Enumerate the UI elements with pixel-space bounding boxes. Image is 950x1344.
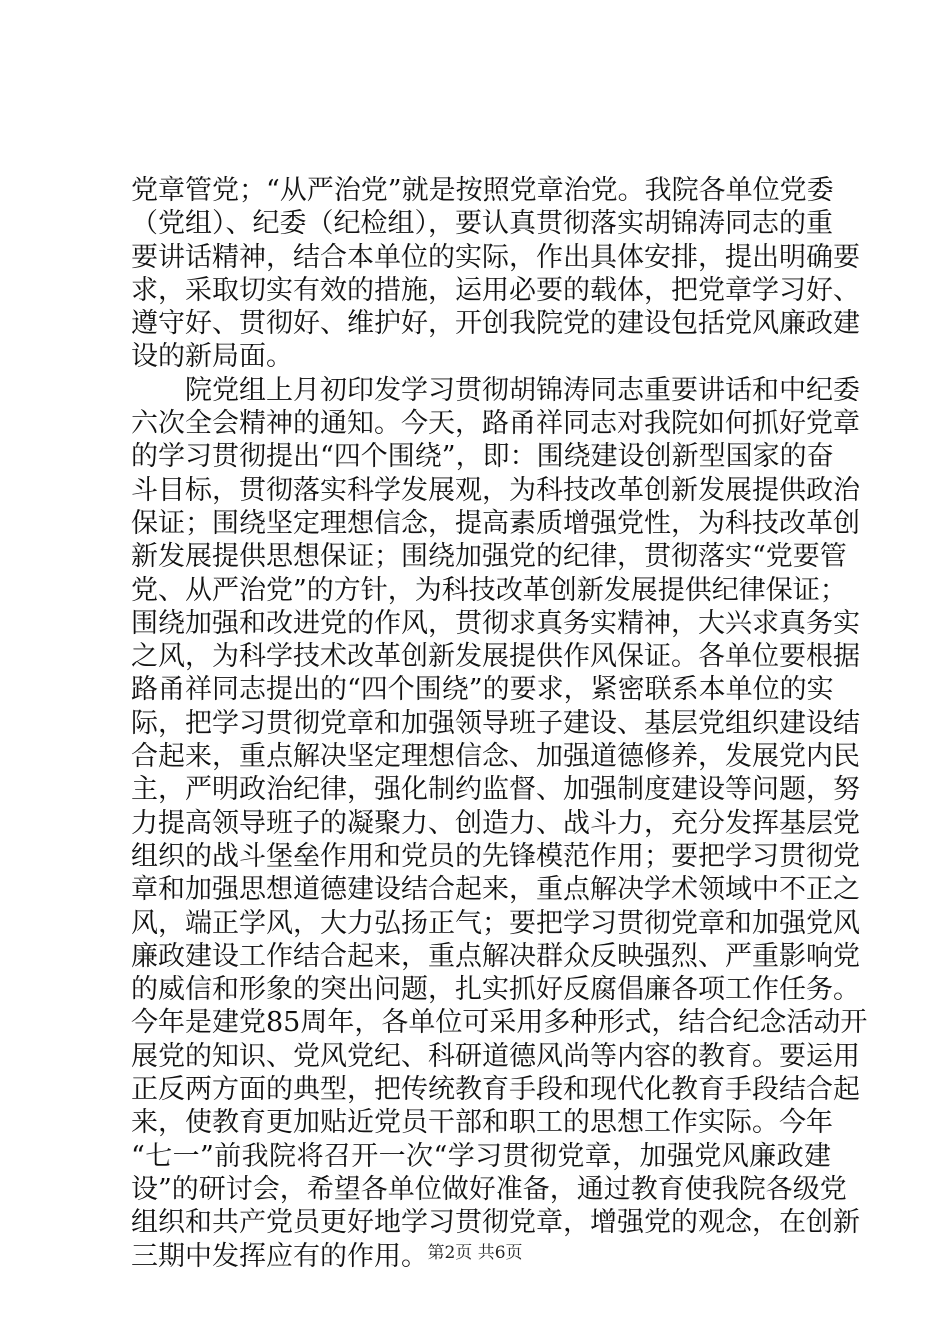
- text-line: 风，端正学风，大力弘扬正气；要把学习贯彻党章和加强党风: [131, 907, 860, 939]
- text-line: 设的新局面。: [131, 341, 293, 373]
- text-line: 三期中发挥应有的作用。: [131, 1240, 428, 1272]
- text-line: 今年是建党85周年，各单位可采用多种形式，结合纪念活动开: [131, 1007, 868, 1039]
- text-line: 际，把学习贯彻党章和加强领导班子建设、基层党组织建设结: [131, 707, 860, 739]
- text-line: 章和加强思想道德建设结合起来，重点解决学术领域中不正之: [131, 874, 860, 906]
- page-footer: 第2页 共6页: [427, 1243, 523, 1263]
- text-line: 保证；围绕坚定理想信念，提高素质增强党性，为科技改革创: [131, 507, 860, 539]
- text-line: 新发展提供思想保证；围绕加强党的纪律，贯彻落实“党要管: [131, 541, 847, 573]
- text-line: 主，严明政治纪律，强化制约监督、加强制度建设等问题，努: [131, 774, 860, 806]
- text-line: 来，使教育更加贴近党员干部和职工的思想工作实际。今年: [131, 1107, 833, 1139]
- text-line: 合起来，重点解决坚定理想信念、加强道德修养，发展党内民: [131, 741, 860, 773]
- text-line: （党组）、纪委（纪检组），要认真贯彻落实胡锦涛同志的重: [131, 208, 833, 240]
- text-line: 斗目标，贯彻落实科学发展观，为科技改革创新发展提供政治: [131, 474, 860, 506]
- text-line: 党章管党；“从严治党”就是按照党章治党。我院各单位党委: [131, 175, 834, 206]
- text-line: 遵守好、贯彻好、维护好，开创我院党的建设包括党风廉政建: [131, 308, 860, 340]
- text-line: 力提高领导班子的凝聚力、创造力、战斗力，充分发挥基层党: [131, 807, 860, 839]
- text-line: 展党的知识、党风党纪、科研道德风尚等内容的教育。要运用: [131, 1040, 860, 1072]
- text-line: 组织和共产党员更好地学习贯彻党章，增强党的观念，在创新: [131, 1207, 860, 1239]
- text-line: 正反两方面的典型，把传统教育手段和现代化教育手段结合起: [131, 1074, 860, 1106]
- text-line: 院党组上月初印发学习贯彻胡锦涛同志重要讲话和中纪委: [131, 374, 860, 406]
- text-line: 要讲话精神，结合本单位的实际，作出具体安排，提出明确要: [131, 241, 860, 273]
- text-line: “七一”前我院将召开一次“学习贯彻党章，加强党风廉政建: [131, 1140, 831, 1172]
- text-line: 设”的研讨会，希望各单位做好准备，通过教育使我院各级党: [131, 1173, 847, 1205]
- document-body: [131, 174, 868, 1273]
- text-line: 之风，为科学技术改革创新发展提供作风保证。各单位要根据: [131, 641, 860, 673]
- text-line: 廉政建设工作结合起来，重点解决群众反映强烈、严重影响党: [131, 940, 860, 972]
- text-line: 党、从严治党”的方针，为科技改革创新发展提供纪律保证；: [131, 574, 847, 606]
- text-line: 路甬祥同志提出的“四个围绕”的要求，紧密联系本单位的实: [131, 674, 834, 706]
- text-line: 六次全会精神的通知。今天，路甬祥同志对我院如何抓好党章: [131, 408, 860, 440]
- text-line: 求，采取切实有效的措施，运用必要的载体，把党章学习好、: [131, 274, 860, 306]
- text-line: 的学习贯彻提出“四个围绕”，即：围绕建设创新型国家的奋: [131, 441, 834, 473]
- text-line: 围绕加强和改进党的作风，贯彻求真务实精神，大兴求真务实: [131, 607, 860, 639]
- text-line: 的威信和形象的突出问题，扎实抓好反腐倡廉各项工作任务。: [131, 974, 860, 1006]
- text-line: 组织的战斗堡垒作用和党员的先锋模范作用；要把学习贯彻党: [131, 840, 860, 872]
